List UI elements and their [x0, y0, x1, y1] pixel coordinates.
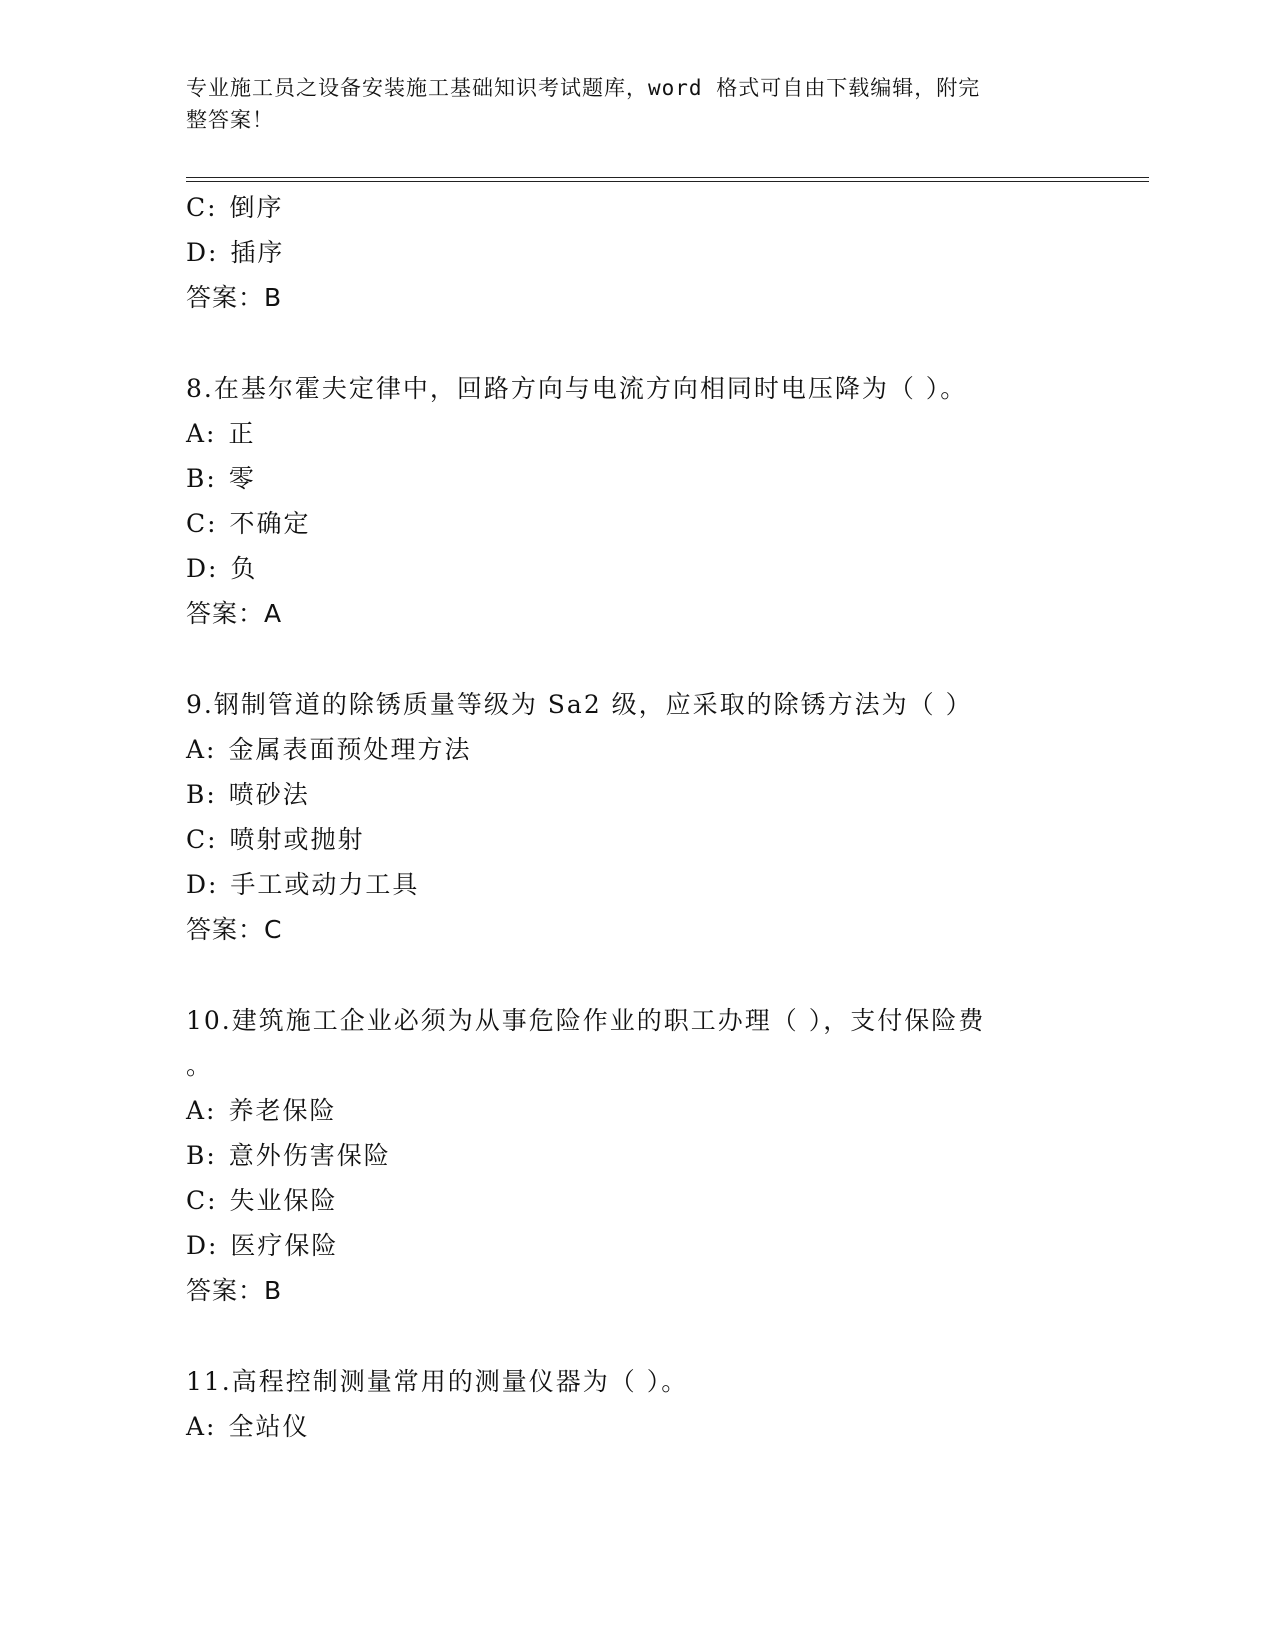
answer-line: 答案：C	[186, 915, 283, 944]
option-d	[186, 237, 284, 269]
option-letter: D:	[186, 238, 219, 267]
option-letter: A:	[186, 1096, 217, 1125]
option-text: 金属表面预处理方法	[228, 735, 472, 764]
option-letter: A:	[186, 419, 217, 448]
option-letter: C:	[186, 1186, 218, 1215]
question-stem: 11.高程控制测量常用的测量仪器为（ ）。	[186, 1367, 689, 1396]
option-letter: D:	[186, 1231, 219, 1260]
option-letter: A:	[186, 1412, 217, 1441]
option-text: 负	[230, 554, 258, 583]
option-b	[186, 1140, 391, 1172]
header-line-2: 整答案！	[186, 108, 274, 132]
option-c	[186, 508, 311, 540]
document-header	[186, 72, 1066, 136]
question-stem: 10.建筑施工企业必须为从事危险作业的职工办理（ ），支付保险费	[186, 1006, 986, 1035]
option-a	[186, 418, 255, 450]
question-stem-continuation: 。	[186, 1051, 214, 1080]
header-divider-bottom	[186, 181, 1149, 182]
option-letter: C:	[186, 509, 218, 538]
option-a	[186, 1095, 336, 1127]
answer-line: 答案：B	[186, 1276, 283, 1305]
option-letter: C:	[186, 193, 218, 222]
option-letter: C:	[186, 825, 218, 854]
option-letter: B:	[186, 780, 217, 809]
option-text: 喷射或抛射	[229, 825, 365, 854]
option-letter: D:	[186, 870, 219, 899]
option-letter: A:	[186, 735, 217, 764]
option-letter: D:	[186, 554, 219, 583]
option-text: 零	[228, 464, 256, 493]
option-c	[186, 824, 365, 856]
option-text: 喷砂法	[228, 780, 310, 809]
option-b	[186, 779, 310, 811]
option-text: 养老保险	[228, 1096, 337, 1125]
option-text: 意外伤害保险	[228, 1141, 391, 1170]
option-d	[186, 553, 257, 585]
option-text: 医疗保险	[230, 1231, 339, 1260]
question-stem: 8.在基尔霍夫定律中，回路方向与电流方向相同时电压降为（ ）。	[186, 374, 968, 403]
answer-line: 答案：B	[186, 283, 283, 312]
option-text: 手工或动力工具	[230, 870, 420, 899]
option-text: 插序	[230, 238, 285, 267]
option-d	[186, 1230, 338, 1262]
header-divider-top	[186, 177, 1149, 178]
option-text: 全站仪	[228, 1412, 310, 1441]
answer-line: 答案：A	[186, 599, 283, 628]
header-line-1: 专业施工员之设备安装施工基础知识考试题库，word 格式可自由下载编辑，附完	[186, 76, 981, 100]
option-a	[186, 734, 471, 766]
option-letter: B:	[186, 464, 217, 493]
option-d	[186, 869, 419, 901]
option-c	[186, 192, 284, 224]
option-text: 失业保险	[229, 1186, 338, 1215]
option-text: 倒序	[229, 193, 284, 222]
option-text: 正	[228, 419, 256, 448]
question-stem: 9.钢制管道的除锈质量等级为 Sa2 级，应采取的除锈方法为（ ）	[186, 690, 973, 719]
option-a	[186, 1411, 309, 1443]
option-b	[186, 463, 256, 495]
option-text: 不确定	[229, 509, 311, 538]
option-c	[186, 1185, 338, 1217]
option-letter: B:	[186, 1141, 217, 1170]
